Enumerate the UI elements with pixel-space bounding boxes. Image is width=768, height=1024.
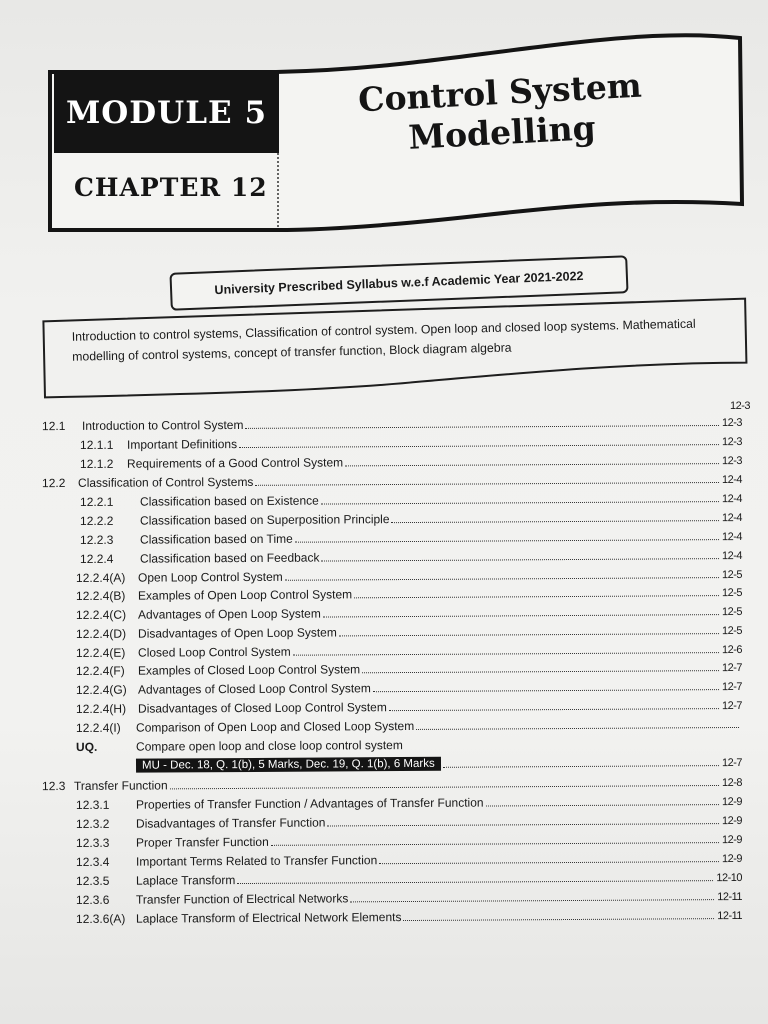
toc-entry-number: 12.2.4(H) [75, 701, 127, 717]
toc-leader-dots [239, 444, 719, 448]
toc-entry-page: 12-5 [721, 568, 743, 582]
toc-entry-number: 12.2 [41, 475, 66, 491]
toc-leader-dots [345, 463, 719, 466]
toc-entry-title: Classification based on Feedback [139, 550, 320, 566]
toc-leader-dots [237, 880, 713, 884]
toc-entry-title: Laplace Transform [135, 873, 236, 888]
toc-leader-dots [354, 595, 719, 598]
toc-entry-title: Properties of Transfer Function / Advantages of Transfer Function [135, 795, 484, 812]
toc-entry-title: Advantages of Open Loop System [137, 606, 321, 622]
toc-entry-page: 12-3 [721, 435, 743, 449]
toc-entry-page: 12-9 [721, 852, 743, 866]
toc-entry-number: UQ. [75, 739, 98, 755]
toc-leader-dots [285, 577, 719, 581]
toc-leader-dots [255, 482, 719, 486]
toc-leader-dots [321, 558, 719, 561]
toc-leader-dots [323, 614, 719, 617]
toc-entry-title: Examples of Closed Loop Control System [137, 662, 361, 678]
toc-leader-dots [350, 899, 714, 902]
toc-entry-number: 12.2.4(C) [75, 607, 127, 623]
toc-leader-dots [379, 861, 719, 864]
toc-entry-page: 12-5 [721, 586, 743, 600]
toc-entry-page: 12-9 [721, 814, 743, 828]
toc-entry [76, 751, 742, 773]
toc-entry-number: 12.3.6(A) [75, 911, 126, 927]
toc-leader-dots [327, 823, 719, 826]
toc-entry-number: 12.2.4(B) [75, 588, 126, 604]
toc-entry-page: 12-11 [717, 909, 743, 923]
chapter-label: CHAPTER 12 [74, 173, 268, 202]
toc-entry-number: 12.2.4(F) [75, 663, 125, 679]
toc-entry-number: 12.2.4(I) [75, 720, 121, 736]
toc-entry-page: 12-7 [721, 680, 743, 694]
toc-entry-page: 12-4 [721, 549, 743, 563]
toc-leader-dots [403, 918, 714, 921]
toc-entry [76, 904, 742, 926]
toc-entry-page: 12-5 [721, 624, 743, 638]
toc-entry-number: 12.1.1 [79, 437, 114, 453]
toc-entry-page: 12-10 [716, 871, 743, 885]
toc-leader-dots [389, 708, 719, 711]
toc-entry-page: 12-3 [721, 416, 743, 429]
toc-entry-number: 12.2.1 [79, 494, 114, 510]
toc-entry-title: Comparison of Open Loop and Closed Loop System [135, 718, 415, 735]
toc-leader-dots [245, 425, 719, 429]
syllabus-text: Introduction to control systems, Classification of control system. Open loop and closed loop systems. Mathematical modelling of control systems, concept of transfer function, Block diagram algebra [71, 316, 696, 364]
toc-entry-title: Requirements of a Good Control System [126, 455, 344, 471]
toc-entry-title: Classification based on Time [139, 531, 293, 547]
toc-entry-number: 12.3.1 [75, 797, 110, 813]
module-label-box [54, 73, 279, 153]
toc-entry-page: 12-4 [721, 511, 743, 525]
toc-entry-page: 12-4 [721, 530, 743, 544]
toc-entry-page: 12-9 [721, 833, 743, 847]
toc-leader-dots [443, 765, 719, 768]
toc-entry-page: 12-6 [721, 643, 743, 657]
toc-leader-dots [486, 804, 719, 806]
chapter-title-line-1: Control System [357, 65, 643, 120]
toc-entry-number: 12.3 [41, 778, 66, 794]
syllabus-box [41, 293, 749, 400]
toc-leader-dots [339, 633, 719, 636]
toc-entry-number: 12.1 [41, 418, 66, 434]
toc-entry-page: 12-9 [721, 795, 743, 809]
toc-entry-number: 12.3.5 [75, 873, 110, 889]
toc-entry-number: 12.2.4(A) [75, 570, 126, 586]
toc-leader-dots [170, 785, 719, 789]
chapter-banner [46, 28, 746, 234]
toc-entry-title: Examples of Open Loop Control System [137, 587, 353, 603]
toc-leader-dots [373, 689, 719, 692]
toc-entry-page: 12-7 [721, 661, 743, 675]
toc-entry-page: 12-4 [721, 473, 743, 486]
toc-entry-title: Compare open loop and close loop control system [135, 738, 403, 754]
toc-entry-title: Proper Transfer Function [135, 834, 269, 850]
toc-entry-number: 12.3.2 [75, 816, 110, 832]
toc-entry-number: 12.3.4 [75, 854, 110, 870]
toc-entry-title: Introduction to Control System [81, 417, 244, 433]
toc-leader-dots [392, 520, 719, 523]
toc-entry-number: 12.3.3 [75, 835, 110, 851]
toc-leader-dots [321, 501, 719, 504]
toc-entry-number: 12.3.6 [75, 892, 110, 908]
toc-leader-dots [295, 539, 719, 543]
toc-entry-page: 12-11 [717, 890, 743, 904]
toc-entry-title: Disadvantages of Closed Loop Control System [137, 700, 387, 716]
toc-entry-title: Open Loop Control System [137, 569, 283, 585]
toc-entry-title: Transfer Function of Electrical Networks [135, 891, 349, 907]
toc-entry-title: Laplace Transform of Electrical Network Elements [135, 910, 402, 926]
toc-leader-dots [271, 842, 719, 846]
toc-entry-title: Advantages of Closed Loop Control System [137, 681, 371, 697]
uq-exam-badge: MU - Dec. 18, Q. 1(b), 5 Marks, Dec. 19, Q. 1(b), 6 Marks [136, 757, 441, 773]
toc-top-page: 12-3 [729, 400, 750, 412]
toc-entry-title: Important Definitions [126, 437, 238, 452]
toc-entry-number: 12.1.2 [79, 456, 114, 472]
toc-entry-number: 12.2.4(D) [75, 626, 127, 642]
toc-entry-title: Important Terms Related to Transfer Function [135, 853, 378, 869]
toc-entry-number: 12.2.4(G) [75, 682, 127, 698]
toc-entry-title: Classification based on Superposition Principle [139, 512, 390, 528]
toc-entry-page: 12-7 [721, 756, 743, 770]
syllabus-heading: University Prescribed Syllabus w.e.f Academic Year 2021-2022 [214, 268, 584, 298]
toc-entry-page: 12-3 [721, 454, 743, 468]
toc-entry-page: 12-4 [721, 492, 743, 506]
toc-leader-dots [416, 727, 739, 730]
toc-leader-dots [362, 670, 719, 673]
toc-entry-title: Classification of Control Systems [77, 474, 254, 490]
toc-leader-dots [293, 652, 719, 656]
toc-entry-number: 12.2.4 [79, 551, 114, 567]
toc-entry-number: 12.2.2 [79, 513, 114, 529]
chapter-title-line-2: Modelling [407, 108, 597, 157]
chapter-title [344, 65, 658, 161]
toc-top-page-row [700, 394, 750, 412]
toc-entry-title: Closed Loop Control System [137, 644, 291, 660]
toc-entry-title: Disadvantages of Open Loop System [137, 625, 337, 641]
toc-entry-title: Transfer Function [73, 778, 168, 793]
toc-entry-title: Disadvantages of Transfer Function [135, 815, 326, 831]
toc-entry-number: 12.2.4(E) [75, 645, 126, 661]
module-label: MODULE 5 [65, 95, 268, 131]
toc-entry-number: 12.2.3 [79, 532, 114, 548]
toc-entry-page: 12-8 [721, 776, 743, 789]
toc-entry-page: 12-5 [721, 605, 743, 619]
toc-entry-page: 12-7 [721, 699, 743, 713]
toc-entry-title: Classification based on Existence [139, 493, 319, 509]
